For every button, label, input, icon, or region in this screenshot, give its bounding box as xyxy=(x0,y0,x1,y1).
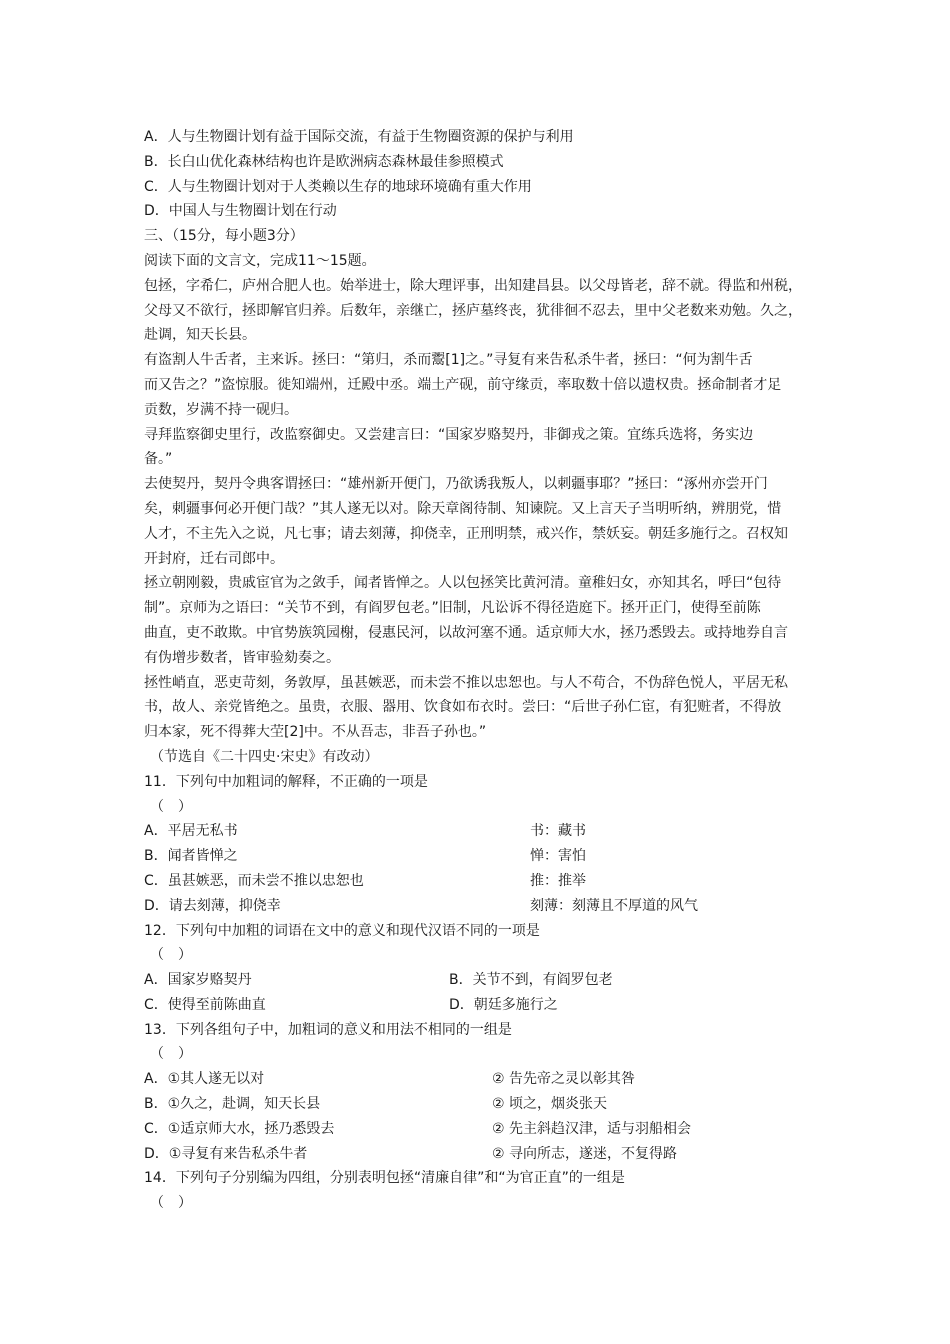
choice-a xyxy=(144,819,814,844)
passage-line: 贡数，岁满不持一砚归。 xyxy=(144,401,298,418)
passage-paragraph-5 xyxy=(144,571,814,670)
choice-d xyxy=(144,894,814,919)
passage-line: 而又告之？”盗惊服。徙知端州，迁殿中丞。端土产砚，前守缘贡，率取数十倍以遗权贵。拯命制者才足 xyxy=(144,376,782,393)
choice-d: D．朝廷多施行之 xyxy=(449,996,558,1013)
passage-line: 赴调，知天长县。 xyxy=(144,327,256,344)
passage xyxy=(144,274,814,745)
choice-d xyxy=(144,1142,814,1167)
answer-paren: （ ） xyxy=(150,947,192,964)
option-d: D．中国人与生物圈计划在行动 xyxy=(144,203,337,220)
choice-sentence-1: B．①久之，赴调，知天长县 xyxy=(144,1096,321,1113)
passage-line: 有伪增步数者，皆审验劾奏之。 xyxy=(144,649,340,666)
passage-paragraph-1 xyxy=(144,274,814,348)
option-b: B．长白山优化森林结构也许是欧洲病态森林最佳参照模式 xyxy=(144,153,504,170)
passage-paragraph-3 xyxy=(144,423,814,473)
passage-line: 制”。京师为之语曰：“关节不到，有阎罗包老。”旧制，凡讼诉不得径造庭下。拯开正门，使得至前陈 xyxy=(144,600,761,617)
passage-line: 矣，刺疆事何必开便门哉？”其人遂无以对。除天章阁待制、知谏院。又上言天子当明听纳，辨朋党，惜 xyxy=(144,500,782,517)
passage-line: 去使契丹，契丹令典客谓拯曰：“雄州新开便门，乃欲诱我叛人，以刺疆事耶？”拯曰：“涿州亦尝开门 xyxy=(144,476,768,493)
choice-sentence: B．闻者皆惮之 xyxy=(144,848,238,865)
passage-paragraph-6 xyxy=(144,671,814,745)
passage-line: 书，故人、亲党皆绝之。虽贵，衣服、器用、饮食如布衣时。尝曰：“后世子孙仁宦，有犯赃者，不得放 xyxy=(144,699,782,716)
choice-sentence: D．请去刻薄，抑侥幸 xyxy=(144,897,281,914)
choice-b xyxy=(144,1092,814,1117)
passage-paragraph-2 xyxy=(144,348,814,422)
passage-line: 包拯，字希仁，庐州合肥人也。始举进士，除大理评事，出知建昌县。以父母皆老，辞不就。得监和州税， xyxy=(144,277,802,294)
answer-paren: （ ） xyxy=(150,1046,192,1063)
question-13 xyxy=(144,1018,814,1167)
choice-gloss: 书：藏书 xyxy=(530,823,586,840)
option-c: C．人与生物圈计划对于人类赖以生存的地球环境确有重大作用 xyxy=(144,178,532,195)
passage-line: 寻拜监察御史里行，改监察御史。又尝建言曰：“国家岁赂契丹，非御戎之策。宜练兵选将，务实边 xyxy=(144,426,754,443)
choice-gloss: 惮：害怕 xyxy=(530,848,586,865)
choice-c xyxy=(144,869,814,894)
question-14 xyxy=(144,1166,814,1216)
choice-sentence-1: A．①其人遂无以对 xyxy=(144,1071,265,1088)
choice-a: A．国家岁赂契丹 xyxy=(144,972,252,989)
choice-sentence-1: D．①寻复有来告私杀牛者 xyxy=(144,1145,308,1162)
section-instruction: 阅读下面的文言文，完成11～15题。 xyxy=(144,252,376,269)
choice-sentence-2: ② 寻向所志，遂迷，不复得路 xyxy=(492,1145,678,1162)
passage-line: 人才，不主先入之说，凡七事；请去刻薄，抑侥幸，正刑明禁，戒兴作，禁妖妄。朝廷多施行之。召权知 xyxy=(144,525,788,542)
passage-line: 备。” xyxy=(144,451,173,468)
passage-line: 父母又不欲行，拯即解官归养。后数年，亲继亡，拯庐墓终丧，犹徘徊不忍去，里中父老数来劝勉。久之， xyxy=(144,302,802,319)
choice-sentence-2: ② 顷之，烟炎张天 xyxy=(492,1096,608,1113)
option-a: A．人与生物圈计划有益于国际交流，有益于生物圈资源的保护与利用 xyxy=(144,129,574,145)
passage-line: 拯性峭直，恶吏苛刻，务敦厚，虽甚嫉恶，而未尝不推以忠恕也。与人不苟合，不伪辞色悦人，平居无私 xyxy=(144,674,788,691)
section-heading: 三、（15分，每小题3分） xyxy=(144,228,304,245)
choice-c: C．使得至前陈曲直 xyxy=(144,996,266,1013)
choice-sentence: C．虽甚嫉恶，而未尝不推以忠恕也 xyxy=(144,872,364,889)
choice-a xyxy=(144,1067,814,1092)
choice-sentence: A．平居无私书 xyxy=(144,823,238,840)
prev-options xyxy=(144,125,814,224)
passage-line: 有盗割人牛舌者，主来诉。拯曰：“第归，杀而鬻[1]之。”寻复有来告私杀牛者，拯曰：“何为割牛舌 xyxy=(144,352,753,369)
question-11 xyxy=(144,770,814,919)
passage-line: 拯立朝刚毅，贵戚宦官为之敛手，闻者皆惮之。人以包拯笑比黄河清。童稚妇女，亦知其名，呼曰“包待 xyxy=(144,575,782,592)
choice-row-ab xyxy=(144,968,814,993)
choice-sentence-2: ② 先主斜趋汉津，适与羽船相会 xyxy=(492,1120,692,1137)
passage-source: （节选自《二十四史·宋史》有改动） xyxy=(150,748,379,765)
answer-paren: （ ） xyxy=(150,1195,192,1212)
question-stem: 11．下列句中加粗词的解释，不正确的一项是 xyxy=(144,773,428,790)
passage-line: 开封府，迁右司郎中。 xyxy=(144,550,284,567)
passage-line: 归本家，死不得葬大茔[2]中。不从吾志，非吾子孙也。” xyxy=(144,724,487,741)
question-stem: 12．下列句中加粗的词语在文中的意义和现代汉语不同的一项是 xyxy=(144,922,540,939)
exam-page xyxy=(144,125,814,1216)
choice-gloss: 推：推举 xyxy=(530,872,586,889)
choice-b xyxy=(144,844,814,869)
question-stem: 14．下列句子分别编为四组，分别表明包拯“清廉自律”和“为官正直”的一组是 xyxy=(144,1170,625,1187)
answer-paren: （ ） xyxy=(150,798,192,815)
question-stem: 13．下列各组句子中，加粗词的意义和用法不相同的一组是 xyxy=(144,1021,512,1038)
passage-paragraph-4 xyxy=(144,472,814,571)
choice-sentence-1: C．①适京师大水，拯乃悉毁去 xyxy=(144,1120,335,1137)
choice-b: B．关节不到，有阎罗包老 xyxy=(449,972,613,989)
choice-row-cd xyxy=(144,993,814,1018)
question-12 xyxy=(144,919,814,1018)
choice-c xyxy=(144,1117,814,1142)
passage-line: 曲直，吏不敢欺。中官势族筑园榭，侵惠民河，以故河塞不通。适京师大水，拯乃悉毁去。或持地券自言 xyxy=(144,624,788,641)
choice-gloss: 刻薄：刻薄且不厚道的风气 xyxy=(530,897,698,914)
choice-sentence-2: ② 告先帝之灵以彰其咎 xyxy=(492,1071,636,1088)
